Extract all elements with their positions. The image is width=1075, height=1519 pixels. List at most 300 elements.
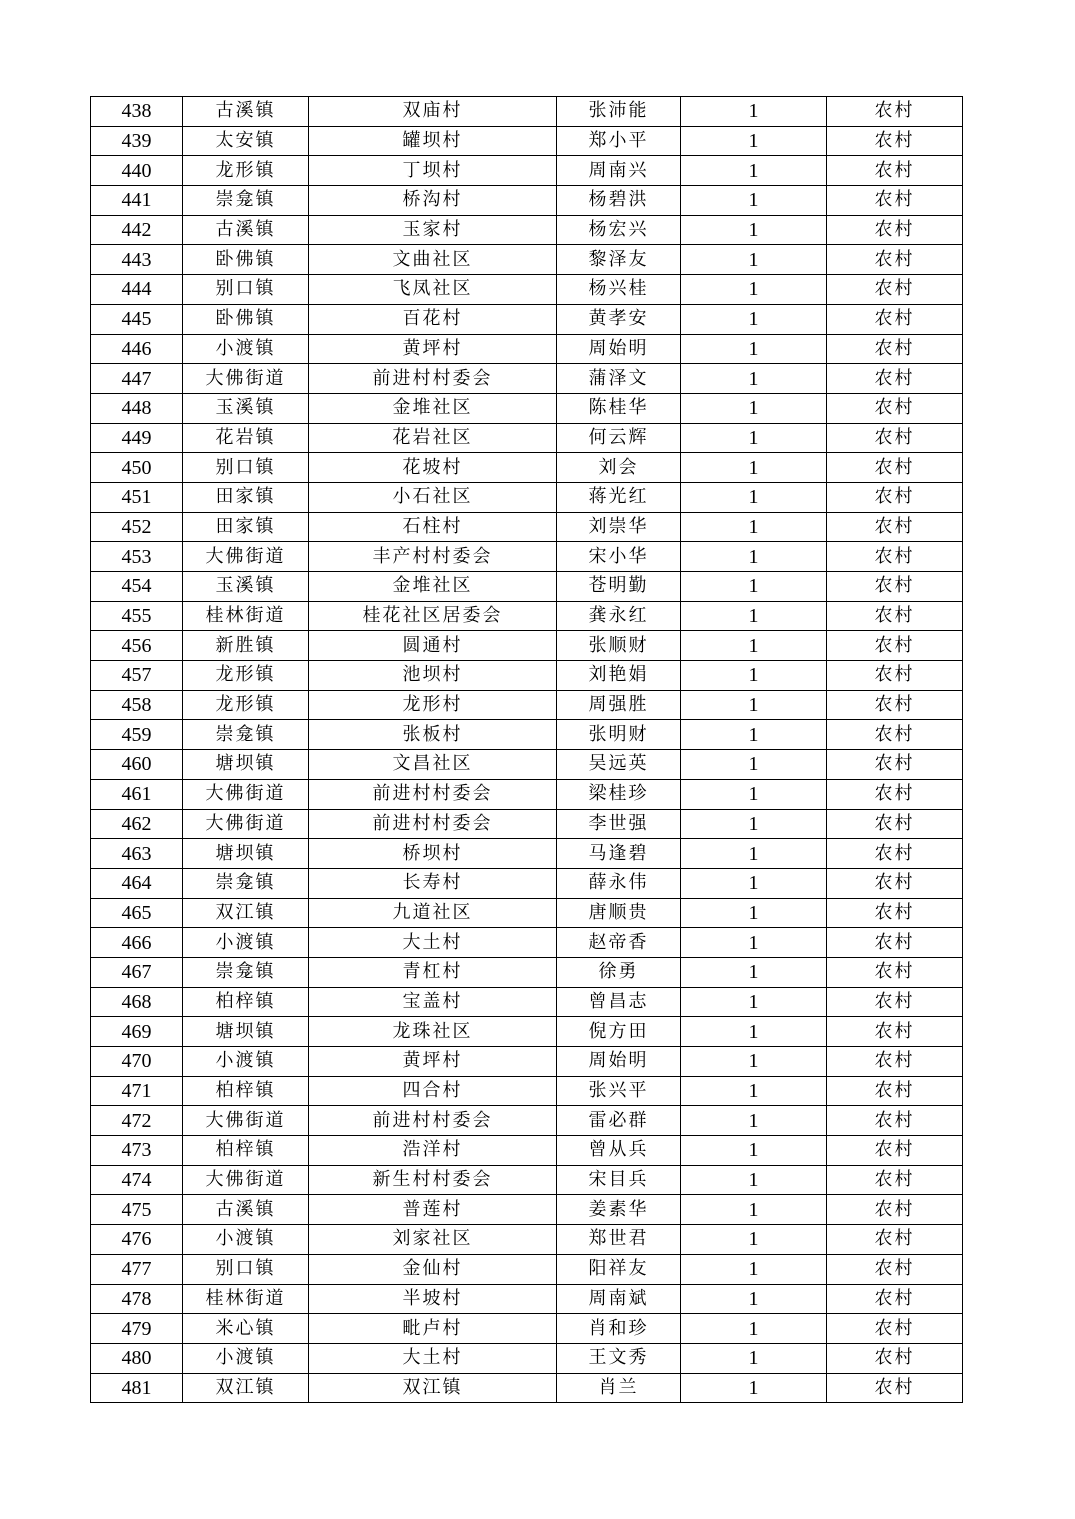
person-name-cell: 黄孝安 <box>557 304 681 334</box>
table-row <box>91 97 963 127</box>
table-row <box>91 126 963 156</box>
count-cell: 1 <box>681 186 827 216</box>
count-cell: 1 <box>681 275 827 305</box>
village-cell: 双江镇 <box>309 1373 557 1403</box>
table-row <box>91 186 963 216</box>
count-cell: 1 <box>681 1254 827 1284</box>
person-name-cell: 姜素华 <box>557 1195 681 1225</box>
count-cell: 1 <box>681 868 827 898</box>
row-number-cell: 463 <box>91 839 183 869</box>
person-name-cell: 张顺财 <box>557 631 681 661</box>
row-number-cell: 466 <box>91 928 183 958</box>
person-name-cell: 张明财 <box>557 720 681 750</box>
village-cell: 龙形村 <box>309 690 557 720</box>
count-cell: 1 <box>681 839 827 869</box>
town-cell: 米心镇 <box>183 1314 309 1344</box>
village-cell: 龙珠社区 <box>309 1017 557 1047</box>
row-number-cell: 473 <box>91 1136 183 1166</box>
count-cell: 1 <box>681 453 827 483</box>
category-cell: 农村 <box>827 928 963 958</box>
table-row <box>91 957 963 987</box>
count-cell: 1 <box>681 1165 827 1195</box>
person-name-cell: 吴远英 <box>557 750 681 780</box>
row-number-cell: 481 <box>91 1373 183 1403</box>
person-name-cell: 肖兰 <box>557 1373 681 1403</box>
row-number-cell: 454 <box>91 572 183 602</box>
category-cell: 农村 <box>827 779 963 809</box>
town-cell: 桂林街道 <box>183 601 309 631</box>
person-name-cell: 郑小平 <box>557 126 681 156</box>
town-cell: 龙形镇 <box>183 156 309 186</box>
village-cell: 玉家村 <box>309 215 557 245</box>
category-cell: 农村 <box>827 1314 963 1344</box>
village-cell: 丁坝村 <box>309 156 557 186</box>
village-cell: 前进村村委会 <box>309 779 557 809</box>
category-cell: 农村 <box>827 1225 963 1255</box>
town-cell: 大佛街道 <box>183 542 309 572</box>
count-cell: 1 <box>681 720 827 750</box>
category-cell: 农村 <box>827 423 963 453</box>
row-number-cell: 445 <box>91 304 183 334</box>
person-name-cell: 张兴平 <box>557 1076 681 1106</box>
category-cell: 农村 <box>827 215 963 245</box>
village-cell: 半坡村 <box>309 1284 557 1314</box>
category-cell: 农村 <box>827 186 963 216</box>
table-row <box>91 779 963 809</box>
person-name-cell: 宋目兵 <box>557 1165 681 1195</box>
person-name-cell: 陈桂华 <box>557 393 681 423</box>
count-cell: 1 <box>681 1314 827 1344</box>
row-number-cell: 449 <box>91 423 183 453</box>
category-cell: 农村 <box>827 1136 963 1166</box>
table-row <box>91 1136 963 1166</box>
village-cell: 桥沟村 <box>309 186 557 216</box>
village-cell: 大土村 <box>309 1343 557 1373</box>
village-cell: 丰产村村委会 <box>309 542 557 572</box>
table-row <box>91 1284 963 1314</box>
row-number-cell: 479 <box>91 1314 183 1344</box>
town-cell: 大佛街道 <box>183 1165 309 1195</box>
table-row <box>91 1165 963 1195</box>
town-cell: 卧佛镇 <box>183 245 309 275</box>
count-cell: 1 <box>681 542 827 572</box>
village-cell: 金堆社区 <box>309 393 557 423</box>
count-cell: 1 <box>681 1225 827 1255</box>
row-number-cell: 447 <box>91 364 183 394</box>
count-cell: 1 <box>681 1106 827 1136</box>
town-cell: 田家镇 <box>183 512 309 542</box>
person-name-cell: 刘会 <box>557 453 681 483</box>
table-row <box>91 1017 963 1047</box>
table-row <box>91 1106 963 1136</box>
village-cell: 百花村 <box>309 304 557 334</box>
town-cell: 柏梓镇 <box>183 1076 309 1106</box>
table-row <box>91 1076 963 1106</box>
row-number-cell: 453 <box>91 542 183 572</box>
roster-table <box>90 96 963 1403</box>
village-cell: 前进村村委会 <box>309 1106 557 1136</box>
table-row <box>91 542 963 572</box>
category-cell: 农村 <box>827 987 963 1017</box>
village-cell: 长寿村 <box>309 868 557 898</box>
row-number-cell: 472 <box>91 1106 183 1136</box>
row-number-cell: 442 <box>91 215 183 245</box>
row-number-cell: 452 <box>91 512 183 542</box>
person-name-cell: 刘崇华 <box>557 512 681 542</box>
town-cell: 小渡镇 <box>183 1047 309 1077</box>
village-cell: 金仙村 <box>309 1254 557 1284</box>
town-cell: 卧佛镇 <box>183 304 309 334</box>
count-cell: 1 <box>681 750 827 780</box>
category-cell: 农村 <box>827 542 963 572</box>
table-row <box>91 334 963 364</box>
category-cell: 农村 <box>827 1106 963 1136</box>
village-cell: 新生村村委会 <box>309 1165 557 1195</box>
row-number-cell: 467 <box>91 957 183 987</box>
row-number-cell: 451 <box>91 482 183 512</box>
count-cell: 1 <box>681 1284 827 1314</box>
town-cell: 大佛街道 <box>183 1106 309 1136</box>
count-cell: 1 <box>681 1343 827 1373</box>
person-name-cell: 徐勇 <box>557 957 681 987</box>
row-number-cell: 443 <box>91 245 183 275</box>
count-cell: 1 <box>681 987 827 1017</box>
category-cell: 农村 <box>827 720 963 750</box>
person-name-cell: 杨碧洪 <box>557 186 681 216</box>
village-cell: 前进村村委会 <box>309 809 557 839</box>
category-cell: 农村 <box>827 126 963 156</box>
count-cell: 1 <box>681 631 827 661</box>
village-cell: 文曲社区 <box>309 245 557 275</box>
table-row <box>91 661 963 691</box>
category-cell: 农村 <box>827 572 963 602</box>
table-row <box>91 364 963 394</box>
village-cell: 九道社区 <box>309 898 557 928</box>
village-cell: 青杠村 <box>309 957 557 987</box>
village-cell: 文昌社区 <box>309 750 557 780</box>
town-cell: 龙形镇 <box>183 661 309 691</box>
row-number-cell: 438 <box>91 97 183 127</box>
town-cell: 桂林街道 <box>183 1284 309 1314</box>
village-cell: 四合村 <box>309 1076 557 1106</box>
person-name-cell: 杨宏兴 <box>557 215 681 245</box>
village-cell: 花岩社区 <box>309 423 557 453</box>
town-cell: 龙形镇 <box>183 690 309 720</box>
person-name-cell: 苍明勤 <box>557 572 681 602</box>
count-cell: 1 <box>681 661 827 691</box>
count-cell: 1 <box>681 482 827 512</box>
table-row <box>91 1047 963 1077</box>
table-row <box>91 601 963 631</box>
count-cell: 1 <box>681 423 827 453</box>
count-cell: 1 <box>681 156 827 186</box>
category-cell: 农村 <box>827 393 963 423</box>
town-cell: 别口镇 <box>183 275 309 305</box>
town-cell: 塘坝镇 <box>183 1017 309 1047</box>
table-row <box>91 1254 963 1284</box>
village-cell: 桂花社区居委会 <box>309 601 557 631</box>
person-name-cell: 蒋光红 <box>557 482 681 512</box>
person-name-cell: 薛永伟 <box>557 868 681 898</box>
category-cell: 农村 <box>827 957 963 987</box>
town-cell: 古溪镇 <box>183 215 309 245</box>
village-cell: 宝盖村 <box>309 987 557 1017</box>
table-row <box>91 512 963 542</box>
table-row <box>91 275 963 305</box>
town-cell: 古溪镇 <box>183 1195 309 1225</box>
row-number-cell: 480 <box>91 1343 183 1373</box>
category-cell: 农村 <box>827 1373 963 1403</box>
table-row <box>91 1195 963 1225</box>
row-number-cell: 448 <box>91 393 183 423</box>
row-number-cell: 444 <box>91 275 183 305</box>
town-cell: 双江镇 <box>183 898 309 928</box>
category-cell: 农村 <box>827 364 963 394</box>
count-cell: 1 <box>681 245 827 275</box>
row-number-cell: 440 <box>91 156 183 186</box>
person-name-cell: 雷必群 <box>557 1106 681 1136</box>
person-name-cell: 阳祥友 <box>557 1254 681 1284</box>
village-cell: 桥坝村 <box>309 839 557 869</box>
category-cell: 农村 <box>827 1254 963 1284</box>
count-cell: 1 <box>681 304 827 334</box>
village-cell: 前进村村委会 <box>309 364 557 394</box>
count-cell: 1 <box>681 393 827 423</box>
person-name-cell: 宋小华 <box>557 542 681 572</box>
count-cell: 1 <box>681 779 827 809</box>
count-cell: 1 <box>681 215 827 245</box>
table-row <box>91 245 963 275</box>
table-row <box>91 215 963 245</box>
table-row <box>91 572 963 602</box>
row-number-cell: 464 <box>91 868 183 898</box>
count-cell: 1 <box>681 572 827 602</box>
town-cell: 双江镇 <box>183 1373 309 1403</box>
table-row <box>91 690 963 720</box>
category-cell: 农村 <box>827 1284 963 1314</box>
count-cell: 1 <box>681 126 827 156</box>
row-number-cell: 478 <box>91 1284 183 1314</box>
count-cell: 1 <box>681 1136 827 1166</box>
table-row <box>91 1373 963 1403</box>
town-cell: 柏梓镇 <box>183 987 309 1017</box>
village-cell: 罐坝村 <box>309 126 557 156</box>
row-number-cell: 439 <box>91 126 183 156</box>
person-name-cell: 何云辉 <box>557 423 681 453</box>
count-cell: 1 <box>681 601 827 631</box>
town-cell: 太安镇 <box>183 126 309 156</box>
count-cell: 1 <box>681 1017 827 1047</box>
town-cell: 崇龛镇 <box>183 720 309 750</box>
town-cell: 别口镇 <box>183 453 309 483</box>
village-cell: 小石社区 <box>309 482 557 512</box>
person-name-cell: 王文秀 <box>557 1343 681 1373</box>
town-cell: 大佛街道 <box>183 809 309 839</box>
table-row <box>91 809 963 839</box>
roster-table-body <box>91 97 963 1403</box>
table-row <box>91 453 963 483</box>
category-cell: 农村 <box>827 868 963 898</box>
village-cell: 张板村 <box>309 720 557 750</box>
category-cell: 农村 <box>827 1165 963 1195</box>
category-cell: 农村 <box>827 809 963 839</box>
row-number-cell: 470 <box>91 1047 183 1077</box>
count-cell: 1 <box>681 512 827 542</box>
person-name-cell: 刘艳娟 <box>557 661 681 691</box>
village-cell: 普莲村 <box>309 1195 557 1225</box>
row-number-cell: 455 <box>91 601 183 631</box>
row-number-cell: 461 <box>91 779 183 809</box>
count-cell: 1 <box>681 364 827 394</box>
category-cell: 农村 <box>827 690 963 720</box>
person-name-cell: 周强胜 <box>557 690 681 720</box>
category-cell: 农村 <box>827 156 963 186</box>
category-cell: 农村 <box>827 1076 963 1106</box>
town-cell: 玉溪镇 <box>183 393 309 423</box>
person-name-cell: 周南兴 <box>557 156 681 186</box>
row-number-cell: 450 <box>91 453 183 483</box>
category-cell: 农村 <box>827 245 963 275</box>
town-cell: 崇龛镇 <box>183 957 309 987</box>
town-cell: 塘坝镇 <box>183 839 309 869</box>
row-number-cell: 446 <box>91 334 183 364</box>
person-name-cell: 杨兴桂 <box>557 275 681 305</box>
village-cell: 毗卢村 <box>309 1314 557 1344</box>
town-cell: 崇龛镇 <box>183 868 309 898</box>
person-name-cell: 张沛能 <box>557 97 681 127</box>
village-cell: 石柱村 <box>309 512 557 542</box>
category-cell: 农村 <box>827 1343 963 1373</box>
person-name-cell: 蒲泽文 <box>557 364 681 394</box>
table-row <box>91 1314 963 1344</box>
row-number-cell: 457 <box>91 661 183 691</box>
category-cell: 农村 <box>827 482 963 512</box>
row-number-cell: 471 <box>91 1076 183 1106</box>
village-cell: 花坡村 <box>309 453 557 483</box>
category-cell: 农村 <box>827 661 963 691</box>
category-cell: 农村 <box>827 1195 963 1225</box>
town-cell: 小渡镇 <box>183 928 309 958</box>
town-cell: 小渡镇 <box>183 334 309 364</box>
person-name-cell: 周南斌 <box>557 1284 681 1314</box>
village-cell: 圆通村 <box>309 631 557 661</box>
town-cell: 古溪镇 <box>183 97 309 127</box>
town-cell: 柏梓镇 <box>183 1136 309 1166</box>
row-number-cell: 475 <box>91 1195 183 1225</box>
category-cell: 农村 <box>827 275 963 305</box>
table-row <box>91 482 963 512</box>
village-cell: 金堆社区 <box>309 572 557 602</box>
row-number-cell: 460 <box>91 750 183 780</box>
table-row <box>91 750 963 780</box>
count-cell: 1 <box>681 1047 827 1077</box>
table-row <box>91 868 963 898</box>
person-name-cell: 郑世君 <box>557 1225 681 1255</box>
count-cell: 1 <box>681 1076 827 1106</box>
town-cell: 新胜镇 <box>183 631 309 661</box>
count-cell: 1 <box>681 334 827 364</box>
town-cell: 大佛街道 <box>183 779 309 809</box>
category-cell: 农村 <box>827 97 963 127</box>
row-number-cell: 474 <box>91 1165 183 1195</box>
count-cell: 1 <box>681 898 827 928</box>
person-name-cell: 曾昌志 <box>557 987 681 1017</box>
village-cell: 大土村 <box>309 928 557 958</box>
village-cell: 黄坪村 <box>309 1047 557 1077</box>
table-row <box>91 423 963 453</box>
table-row <box>91 928 963 958</box>
town-cell: 花岩镇 <box>183 423 309 453</box>
town-cell: 玉溪镇 <box>183 572 309 602</box>
table-row <box>91 898 963 928</box>
village-cell: 双庙村 <box>309 97 557 127</box>
category-cell: 农村 <box>827 601 963 631</box>
row-number-cell: 462 <box>91 809 183 839</box>
town-cell: 大佛街道 <box>183 364 309 394</box>
count-cell: 1 <box>681 1373 827 1403</box>
count-cell: 1 <box>681 97 827 127</box>
person-name-cell: 龚永红 <box>557 601 681 631</box>
person-name-cell: 倪方田 <box>557 1017 681 1047</box>
table-row <box>91 304 963 334</box>
count-cell: 1 <box>681 928 827 958</box>
person-name-cell: 李世强 <box>557 809 681 839</box>
table-row <box>91 839 963 869</box>
person-name-cell: 唐顺贵 <box>557 898 681 928</box>
table-row <box>91 1225 963 1255</box>
village-cell: 黄坪村 <box>309 334 557 364</box>
village-cell: 浩洋村 <box>309 1136 557 1166</box>
category-cell: 农村 <box>827 453 963 483</box>
person-name-cell: 梁桂珍 <box>557 779 681 809</box>
category-cell: 农村 <box>827 304 963 334</box>
row-number-cell: 476 <box>91 1225 183 1255</box>
person-name-cell: 周始明 <box>557 334 681 364</box>
town-cell: 小渡镇 <box>183 1343 309 1373</box>
table-row <box>91 393 963 423</box>
town-cell: 塘坝镇 <box>183 750 309 780</box>
person-name-cell: 赵帝香 <box>557 928 681 958</box>
person-name-cell: 周始明 <box>557 1047 681 1077</box>
person-name-cell: 曾从兵 <box>557 1136 681 1166</box>
count-cell: 1 <box>681 957 827 987</box>
category-cell: 农村 <box>827 1047 963 1077</box>
row-number-cell: 465 <box>91 898 183 928</box>
town-cell: 崇龛镇 <box>183 186 309 216</box>
table-row <box>91 720 963 750</box>
row-number-cell: 468 <box>91 987 183 1017</box>
category-cell: 农村 <box>827 631 963 661</box>
village-cell: 刘家社区 <box>309 1225 557 1255</box>
table-row <box>91 156 963 186</box>
row-number-cell: 459 <box>91 720 183 750</box>
person-name-cell: 马逢碧 <box>557 839 681 869</box>
row-number-cell: 456 <box>91 631 183 661</box>
count-cell: 1 <box>681 1195 827 1225</box>
table-row <box>91 631 963 661</box>
table-row <box>91 987 963 1017</box>
town-cell: 小渡镇 <box>183 1225 309 1255</box>
village-cell: 飞凤社区 <box>309 275 557 305</box>
count-cell: 1 <box>681 809 827 839</box>
category-cell: 农村 <box>827 334 963 364</box>
village-cell: 池坝村 <box>309 661 557 691</box>
category-cell: 农村 <box>827 898 963 928</box>
row-number-cell: 477 <box>91 1254 183 1284</box>
category-cell: 农村 <box>827 750 963 780</box>
category-cell: 农村 <box>827 839 963 869</box>
person-name-cell: 黎泽友 <box>557 245 681 275</box>
